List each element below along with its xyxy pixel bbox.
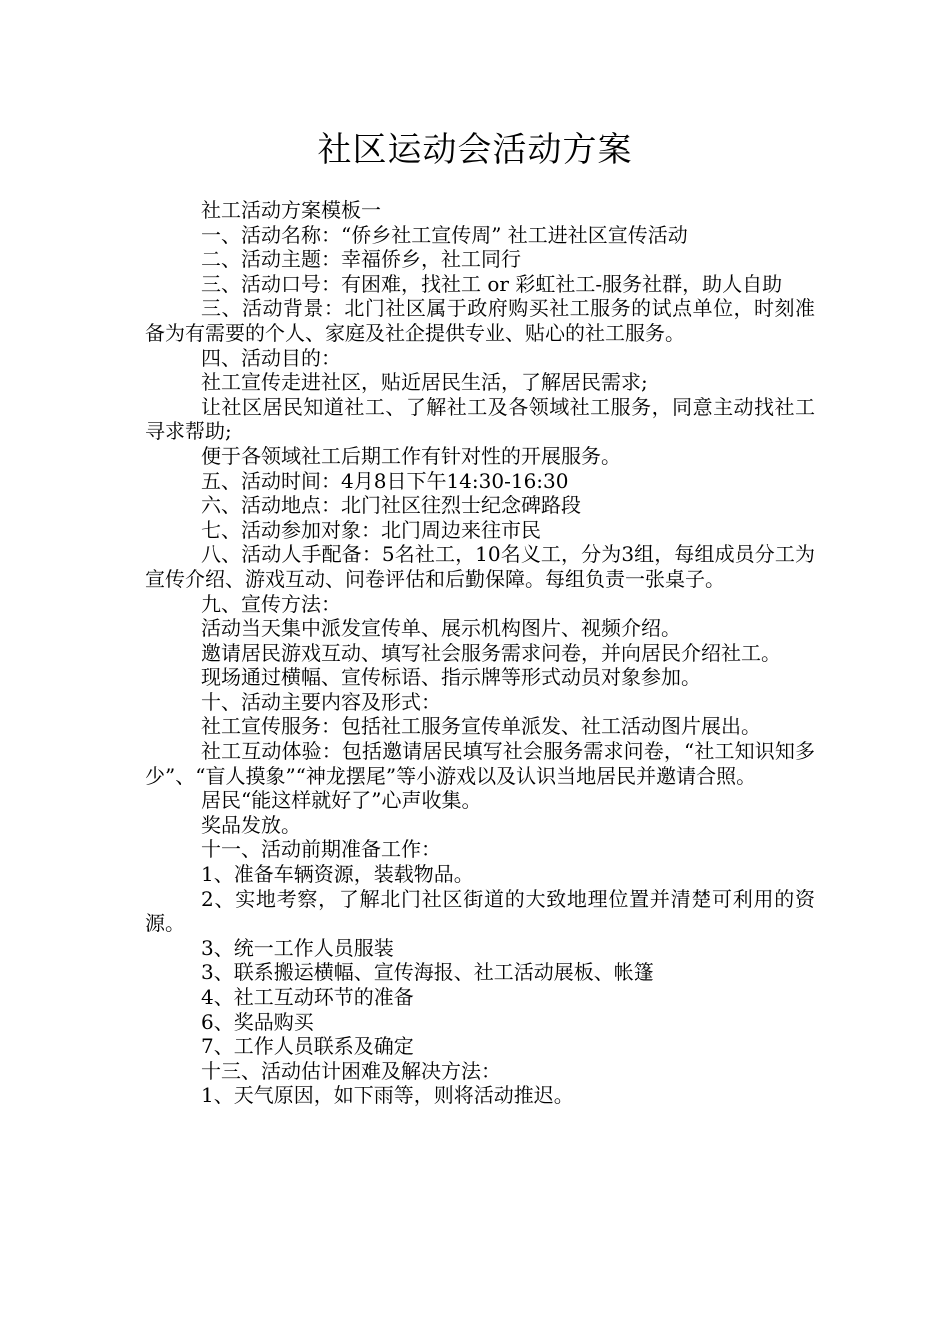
- paragraph: 四、活动目的：: [201, 345, 341, 370]
- paragraph: 二、活动主题：幸福侨乡，社工同行: [201, 247, 521, 272]
- paragraph: 1、准备车辆资源，装载物品。: [201, 862, 474, 887]
- paragraph: 4、社工互动环节的准备: [201, 985, 414, 1009]
- paragraph: 2、实地考察，了解北门社区街道的大致地理位置并清楚可利用的资源。: [145, 886, 815, 936]
- paragraph: 居民“能这样就好了”心声收集。: [201, 788, 482, 813]
- paragraph: 一、活动名称：“侨乡社工宣传周” 社工进社区宣传活动: [201, 222, 688, 247]
- paragraph: 社工宣传走进社区，贴近居民生活，了解居民需求;: [201, 370, 648, 395]
- paragraph: 现场通过横幅、宣传标语、指示牌等形式动员对象参加。: [201, 665, 701, 690]
- paragraph: 7、工作人员联系及确定: [201, 1034, 414, 1059]
- paragraph: 活动当天集中派发宣传单、展示机构图片、视频介绍。: [201, 616, 681, 641]
- paragraph: 七、活动参加对象：北门周边来往市民: [201, 517, 541, 542]
- document-title: 社区运动会活动方案: [317, 130, 633, 170]
- document-body: [145, 198, 815, 1108]
- paragraph: 便于各领域社工后期工作有针对性的开展服务。: [201, 443, 621, 468]
- paragraph: 五、活动时间：4月8日下午14:30-16:30: [201, 468, 569, 493]
- paragraph: 社工活动方案模板一: [201, 198, 381, 222]
- paragraph: 十一、活动前期准备工作：: [201, 837, 441, 862]
- paragraph: 十三、活动估计困难及解决方法：: [201, 1058, 501, 1083]
- paragraph: 奖品发放。: [201, 812, 301, 837]
- paragraph: 十、活动主要内容及形式：: [201, 689, 441, 714]
- paragraph: 让社区居民知道社工、了解社工及各领域社工服务，同意主动找社工寻求帮助;: [145, 394, 815, 444]
- paragraph: 社工宣传服务：包括社工服务宣传单派发、社工活动图片展出。: [201, 714, 761, 739]
- paragraph: 三、活动口号：有困难，找社工 or 彩虹社工-服务社群，助人自助: [201, 271, 783, 296]
- paragraph: 六、活动地点：北门社区往烈士纪念碑路段: [201, 493, 581, 518]
- paragraph: 社工互动体验：包括邀请居民填写社会服务需求问卷，“社工知识知多少”、“盲人摸象”“神龙摆尾”等小游戏以及认识当地居民并邀请合照。: [145, 739, 815, 788]
- paragraph: 3、统一工作人员服装: [201, 935, 394, 960]
- paragraph: 6、奖品购买: [201, 1009, 314, 1034]
- paragraph: 3、联系搬运横幅、宣传海报、社工活动展板、帐篷: [201, 960, 654, 985]
- paragraph: 九、宣传方法：: [201, 591, 341, 616]
- paragraph: 三、活动背景：北门社区属于政府购买社工服务的试点单位，时刻准备为有需要的个人、家庭及社企提供专业、贴心的社工服务。: [145, 296, 815, 345]
- paragraph: 1、天气原因，如下雨等，则将活动推迟。: [201, 1083, 574, 1108]
- paragraph: 八、活动人手配备：5名社工，10名义工，分为3组，每组成员分工为宣传介绍、游戏互动、问卷评估和后勤保障。每组负责一张桌子。: [145, 542, 815, 591]
- paragraph: 邀请居民游戏互动、填写社会服务需求问卷，并向居民介绍社工。: [201, 640, 781, 665]
